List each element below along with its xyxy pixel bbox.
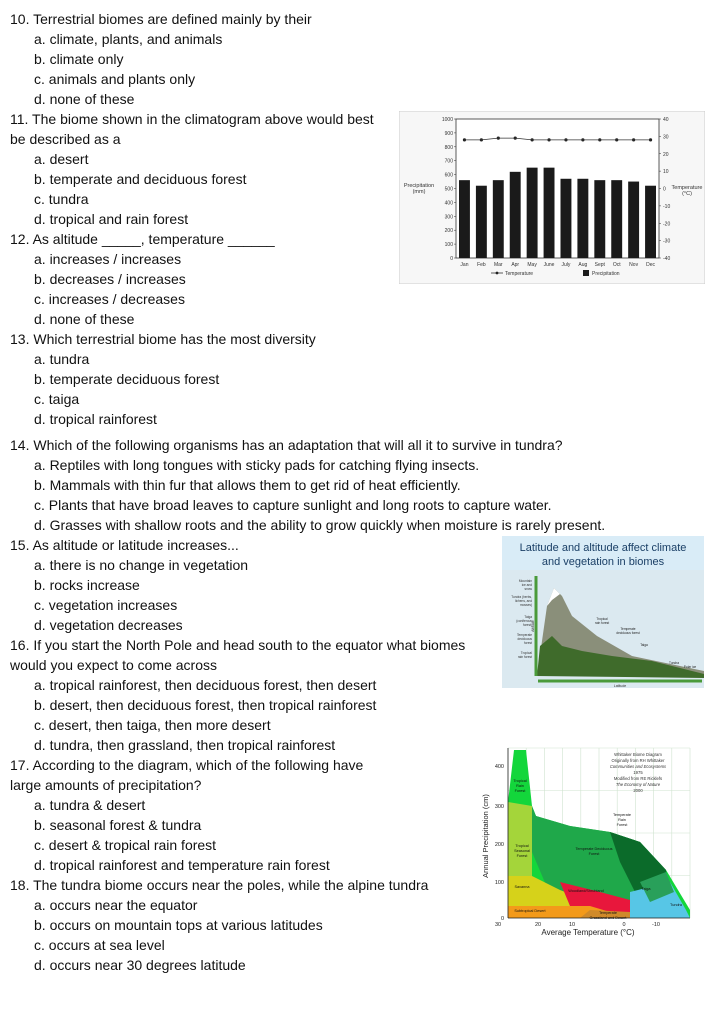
altitude-zone-label: deciduous (517, 637, 532, 641)
diagram-credit: Modified from RE Ricklefs (613, 776, 663, 781)
answer-option: d. vegetation decreases (34, 617, 183, 633)
figure-title: Latitude and altitude affect climate (519, 542, 687, 554)
answer-option: a. increases / increases (34, 251, 182, 267)
y-tick-label: 300 (444, 214, 453, 221)
answer-option: d. tropical rainforest and temperature rain forest (34, 857, 330, 873)
altitude-zone-label: snow (524, 587, 532, 591)
y2-tick-label: 10 (663, 169, 669, 176)
answer-option: c. vegetation increases (34, 597, 178, 613)
region-label: Rain (516, 784, 524, 788)
region-label: Savanna (514, 885, 530, 889)
y2-tick-label: -20 (663, 221, 671, 228)
precip-bar (577, 179, 588, 258)
region-label: Temperate (599, 911, 617, 915)
y-tick-label: 600 (444, 172, 453, 179)
altitude-zone-label: Temperate (516, 633, 532, 637)
precip-bar (459, 180, 470, 258)
x-tick-label: Jan (460, 262, 469, 268)
answer-option: b. desert, then deciduous forest, then tropical rainforest (34, 697, 377, 713)
precip-bar (594, 180, 605, 258)
answer-option: d. tundra, then grassland, then tropical rainforest (34, 737, 336, 753)
answer-option: d. tropical and rain forest (34, 211, 189, 227)
y-tick-label: 1000 (441, 117, 453, 123)
x-tick-label: Aug (578, 262, 588, 268)
answer-option: d. none of these (34, 91, 135, 107)
answer-option: b. temperate and deciduous forest (34, 171, 247, 187)
y-tick-label: 400 (494, 764, 504, 770)
altitude-zone-label: lichens, and (514, 599, 532, 603)
question-text: 11. The biome shown in the climatogram above would best (10, 111, 374, 127)
y2-tick-label: -40 (663, 256, 671, 262)
question-text: 16. If you start the North Pole and head south to the equator what biomes (10, 637, 466, 653)
y-tick-label: 300 (494, 804, 504, 810)
y-tick-label: 700 (444, 158, 453, 165)
region-label: Tropical (513, 779, 527, 783)
answer-option: b. seasonal forest & tundra (34, 817, 202, 833)
x-tick-label: Sept (594, 262, 605, 268)
precip-bar (476, 186, 487, 258)
y2-tick-label: 40 (663, 117, 669, 123)
y-tick-label: 200 (494, 842, 504, 848)
answer-option: c. occurs at sea level (34, 937, 165, 953)
y-tick-label: 0 (500, 916, 504, 922)
answer-option: b. climate only (34, 51, 124, 67)
y2-tick-label: 0 (663, 186, 666, 193)
question-text-cont: be described as a (10, 131, 121, 147)
x-tick-label: June (543, 262, 555, 268)
answer-option: d. tropical rainforest (34, 411, 157, 427)
altitude-zone-label: Tundra (herbs, (511, 595, 532, 599)
latitude-zone-label: Tropical (596, 617, 608, 621)
region-label: Forest (514, 789, 526, 793)
y2-tick-label: -10 (663, 203, 671, 210)
region-label: Temperate Deciduous (575, 847, 613, 851)
x-tick-label: 10 (568, 922, 576, 928)
precip-bar (544, 168, 555, 258)
question-text-cont: large amounts of precipitation? (10, 777, 202, 793)
latitude-zone-label: Taiga (640, 643, 648, 647)
precip-bar (611, 180, 622, 258)
y2-tick-label: -30 (663, 238, 671, 245)
altitude-zone-label: forest) (522, 623, 532, 627)
diagram-credit: The Economy of Nature (615, 782, 661, 787)
climatogram-chart (399, 111, 705, 284)
x-tick-label: 30 (494, 922, 502, 928)
answer-option: d. Grasses with shallow roots and the ability to grow quickly when moisture is rarely present. (34, 517, 606, 533)
answer-option: b. occurs on mountain tops at various latitudes (34, 917, 323, 933)
region-tropical-seasonal-forest (508, 802, 532, 876)
altitude-latitude-figure (502, 536, 704, 688)
y-axis-label: Annual Precipitation (cm) (481, 794, 490, 878)
x-tick-label: Apr (511, 262, 520, 268)
answer-option: a. Reptiles with long tongues with sticky pads for catching flying insects. (34, 457, 480, 473)
answer-option: a. there is no change in vegetation (34, 557, 249, 573)
x-tick-label: Dec (646, 262, 655, 268)
answer-option: a. occurs near the equator (34, 897, 198, 913)
answer-option: a. tropical rainforest, then deciduous forest, then desert (34, 677, 377, 693)
answer-option: b. temperate deciduous forest (34, 371, 220, 387)
altitude-zone-label: mosses) (519, 603, 532, 607)
answer-option: c. desert, then taiga, then more desert (34, 717, 271, 733)
altitude-zone-label: forest (524, 641, 532, 645)
region-label: Forest (616, 823, 628, 827)
latitude-zone-label: Polar ice (683, 665, 697, 669)
latitude-label: Latitude (613, 684, 627, 688)
x-axis-label: Average Temperature (°C) (541, 928, 635, 937)
precip-bar (645, 186, 656, 258)
answer-option: a. desert (34, 151, 89, 167)
answer-option: c. increases / decreases (34, 291, 185, 307)
x-tick-label: 0 (622, 922, 626, 928)
answer-option: a. climate, plants, and animals (34, 31, 223, 47)
answer-option: c. desert & tropical rain forest (34, 837, 217, 853)
precip-bar (510, 172, 521, 258)
latitude-zone-label: rain forest (594, 621, 610, 625)
y2-axis-label: (°C) (682, 191, 692, 197)
region-label: Rain (618, 818, 626, 822)
y-tick-label: 400 (444, 200, 453, 207)
altitude-zone-label: Taiga (524, 615, 532, 619)
diagram-credit: 2000 (633, 788, 643, 793)
answer-option: c. Plants that have broad leaves to capture sunlight and long roots to capture water. (34, 497, 552, 513)
y-tick-label: 900 (444, 130, 453, 137)
altitude-zone-label: Mountain (518, 579, 532, 583)
y-tick-label: 500 (444, 186, 453, 193)
region-label: Tropical (515, 844, 529, 848)
y-axis-label: (mm) (412, 189, 426, 195)
x-tick-label: Oct (612, 262, 621, 268)
question-text: 13. Which terrestrial biome has the most diversity (10, 331, 316, 347)
altitude-zone-label: (coniferous (516, 619, 532, 623)
answer-option: d. none of these (34, 311, 135, 327)
region-label: Seasonal (514, 849, 530, 853)
diagram-credit: Communities and Ecosystems (609, 764, 667, 769)
latitude-zone-label: Temperate (620, 627, 636, 631)
question-text: 14. Which of the following organisms has an adaptation that will all it to survive in tundra? (10, 437, 563, 453)
x-tick-label: May (527, 262, 537, 268)
question-text: 12. As altitude _____, temperature ______ (10, 231, 275, 247)
y-axis-label: Precipitation (403, 183, 435, 189)
precip-bar (561, 179, 572, 258)
altitude-label: Altitude (531, 620, 535, 632)
x-tick-label: July (561, 262, 571, 268)
y-tick-label: 100 (444, 242, 453, 249)
latitude-zone-label: deciduous forest (616, 631, 640, 635)
y-tick-label: 800 (444, 144, 453, 151)
region-label: Subtropical Desert (514, 909, 546, 913)
x-tick-label: 20 (534, 922, 542, 928)
altitude-zone-label: rain forest (517, 655, 532, 659)
answer-option: c. taiga (34, 391, 80, 407)
region-label: Grassland and Desert (589, 916, 627, 920)
figure-title-2: and vegetation in biomes (541, 556, 665, 568)
answer-option: d. occurs near 30 degrees latitude (34, 957, 246, 973)
y2-tick-label: 30 (663, 134, 669, 141)
y-tick-label: 200 (444, 228, 453, 235)
x-tick-label: Feb (477, 262, 486, 268)
altitude-zone-label: Tropical (520, 651, 532, 655)
y2-axis-label: Temperature (671, 185, 703, 191)
x-tick-label: Mar (493, 262, 503, 268)
answer-option: b. Mammals with thin fur that allows them to get rid of heat efficiently. (34, 477, 461, 493)
diagram-credit: Originally from RH Whittaker (611, 758, 665, 763)
question-text: 10. Terrestrial biomes are defined mainly by their (10, 11, 312, 27)
legend-temperature: Temperature (505, 271, 534, 277)
region-label: Woodland/Shrubland (568, 889, 604, 893)
precip-bar (527, 168, 538, 258)
region-label: Forest (588, 852, 600, 856)
answer-option: c. tundra (34, 191, 89, 207)
y2-tick-label: 20 (663, 151, 669, 158)
answer-option: a. tundra (34, 351, 90, 367)
region-label: Taiga (641, 887, 651, 891)
question-text: 18. The tundra biome occurs near the poles, while the alpine tundra (10, 877, 429, 893)
y-tick-label: 0 (450, 256, 453, 262)
x-tick-label: Nov (629, 262, 639, 268)
question-text-cont: would you expect to come across (10, 657, 217, 673)
legend-precipitation: Precipitation (592, 271, 620, 277)
region-label: Temperate (613, 813, 631, 817)
question-text: 15. As altitude or latitude increases... (10, 537, 239, 553)
precip-bar (493, 180, 504, 258)
x-tick-label: -10 (652, 922, 660, 928)
y-tick-label: 100 (494, 880, 504, 886)
whittaker-biome-diagram (480, 742, 706, 938)
diagram-credit: Whittaker Biome Diagram (614, 752, 662, 757)
region-label: Forest (516, 854, 528, 858)
answer-option: b. decreases / increases (34, 271, 186, 287)
latitude-zone-label: Tundra (669, 661, 679, 665)
region-label: Tundra (670, 903, 682, 907)
precip-bar (628, 182, 639, 258)
answer-option: c. animals and plants only (34, 71, 196, 87)
altitude-zone-label: ice and (521, 583, 532, 587)
diagram-credit: 1975 (633, 770, 643, 775)
answer-option: b. rocks increase (34, 577, 140, 593)
answer-option: a. tundra & desert (34, 797, 146, 813)
question-text: 17. According to the diagram, which of the following have (10, 757, 364, 773)
